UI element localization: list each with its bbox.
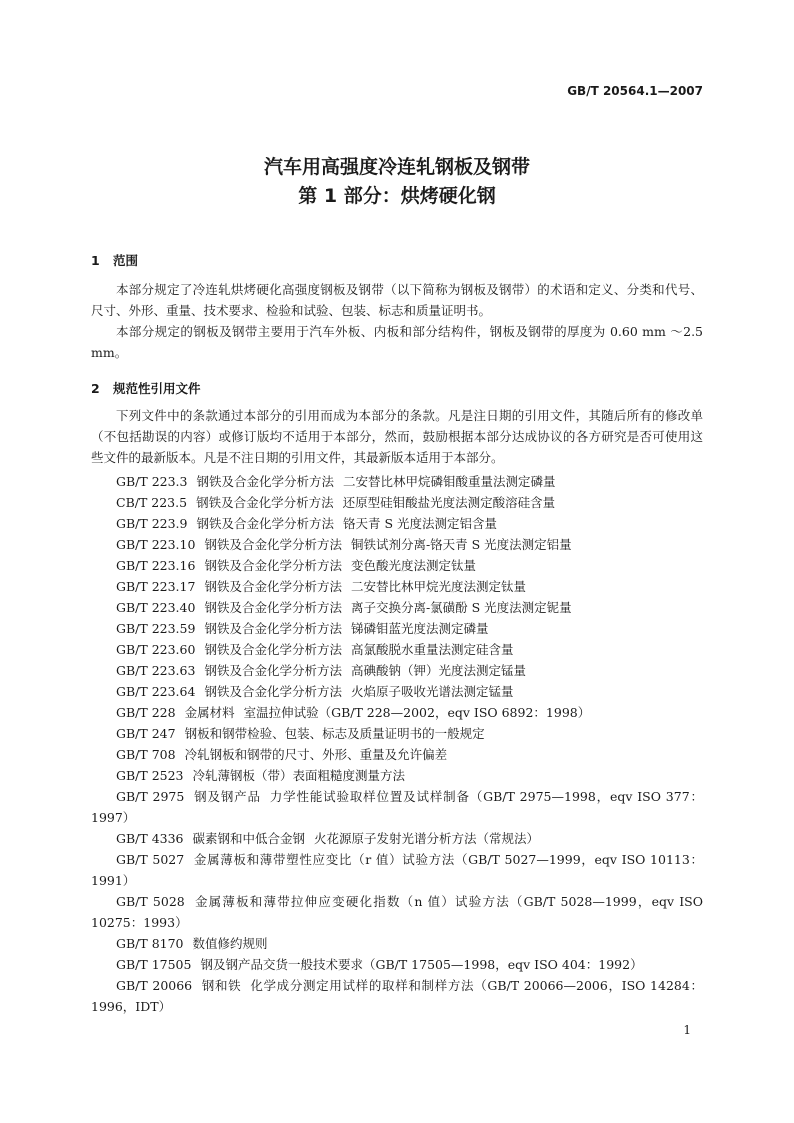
reference-code: GB/T 20066 bbox=[116, 978, 193, 993]
reference-code: GB/T 5028 bbox=[116, 894, 185, 909]
reference-code: GB/T 8170 bbox=[116, 936, 184, 951]
reference-item bbox=[91, 975, 703, 1017]
reference-subject: 铬天青 S 光度法测定铝含量 bbox=[343, 516, 498, 531]
section-2-heading bbox=[91, 379, 201, 397]
reference-item bbox=[91, 513, 703, 534]
reference-code: GB/T 223.60 bbox=[116, 642, 196, 657]
reference-code: GB/T 17505 bbox=[116, 957, 192, 972]
document-title: 汽车用高强度冷连轧钢板及钢带 bbox=[263, 156, 530, 178]
section-title: 规范性引用文件 bbox=[113, 381, 201, 396]
reference-code: GB/T 708 bbox=[116, 747, 176, 762]
reference-title: 钢铁及合金化学分析方法 bbox=[196, 516, 334, 531]
reference-item bbox=[91, 723, 703, 744]
reference-code: GB/T 223.16 bbox=[116, 558, 196, 573]
reference-subject: 高碘酸钠（钾）光度法测定锰量 bbox=[350, 663, 526, 678]
reference-subject: 化学成分测定用试样的取样和制样方法（GB/T 20066—2006，ISO 14284：1996，IDT） bbox=[91, 978, 703, 1014]
reference-code: GB/T 223.9 bbox=[116, 516, 188, 531]
page-number: 1 bbox=[683, 1023, 691, 1037]
reference-title: 钢铁及合金化学分析方法 bbox=[204, 663, 342, 678]
scope-paragraph-2: 本部分规定的钢板及钢带主要用于汽车外板、内板和部分结构件，钢板及钢带的厚度为 0.60 mm ～2.5 mm。 bbox=[91, 324, 703, 360]
section-title: 范围 bbox=[113, 253, 139, 268]
reference-subject: 冷轧薄钢板（带）表面粗糙度测量方法 bbox=[192, 768, 406, 783]
reference-subject: 变色酸光度法测定钛量 bbox=[350, 558, 476, 573]
reference-item bbox=[91, 618, 703, 639]
reference-subject: 室温拉伸试验（GB/T 228—2002，eqv ISO 6892：1998） bbox=[243, 705, 591, 720]
reference-code: GB/T 223.3 bbox=[116, 474, 188, 489]
reference-code: GB/T 223.64 bbox=[116, 684, 196, 699]
reference-subject: 火焰原子吸收光谱法测定锰量 bbox=[350, 684, 514, 699]
reference-code: GB/T 2523 bbox=[116, 768, 184, 783]
reference-item bbox=[91, 555, 703, 576]
reference-title: 钢铁及合金化学分析方法 bbox=[196, 474, 334, 489]
reference-item bbox=[91, 891, 703, 933]
reference-item bbox=[91, 597, 703, 618]
reference-list bbox=[91, 471, 703, 1017]
reference-subject: 二安替比林甲烷光度法测定钛量 bbox=[350, 579, 526, 594]
reference-subject: 火花源原子发射光谱分析方法（常规法） bbox=[314, 831, 540, 846]
reference-subject: 钢板和钢带检验、包装、标志及质量证明书的一般规定 bbox=[184, 726, 485, 741]
reference-subject: 锑磷钼蓝光度法测定磷量 bbox=[350, 621, 489, 636]
reference-code: GB/T 223.10 bbox=[116, 537, 196, 552]
reference-item bbox=[91, 660, 703, 681]
section-1-heading bbox=[91, 251, 138, 269]
reference-code: GB/T 247 bbox=[116, 726, 176, 741]
reference-subject: 金属薄板和薄带塑性应变比（r 值）试验方法（GB/T 5027—1999，eqv ISO 10113：1991） bbox=[91, 852, 704, 888]
reference-code: GB/T 223.17 bbox=[116, 579, 196, 594]
reference-code: GB/T 223.63 bbox=[116, 663, 196, 678]
reference-subject: 离子交换分离-氯磺酚 S 光度法测定铌量 bbox=[350, 600, 572, 615]
reference-code: GB/T 223.40 bbox=[116, 600, 196, 615]
reference-title: 钢和铁 bbox=[201, 978, 242, 993]
section-number: 2 bbox=[91, 381, 100, 396]
reference-code: GB/T 5027 bbox=[116, 852, 185, 867]
reference-item bbox=[91, 765, 703, 786]
reference-title: 钢铁及合金化学分析方法 bbox=[204, 621, 342, 636]
reference-subject: 冷轧钢板和钢带的尺寸、外形、重量及允许偏差 bbox=[184, 747, 448, 762]
reference-item bbox=[91, 681, 703, 702]
reference-subject: 还原型硅钼酸盐光度法测定酸溶硅含量 bbox=[342, 495, 556, 510]
reference-subject: 铜铁试剂分离-铬天青 S 光度法测定铝量 bbox=[350, 537, 572, 552]
references-intro-paragraph: 下列文件中的条款通过本部分的引用而成为本部分的条款。凡是注日期的引用文件，其随后所有的修改单（不包括勘误的内容）或修订版均不适用于本部分，然而，鼓励根据本部分达成协议的各方研究是否可使用这些文件的最新版本。凡是不注日期的引用文件，其最新版本适用于本部分。 bbox=[91, 408, 703, 465]
reference-subject: 数值修约规则 bbox=[192, 936, 268, 951]
reference-item bbox=[91, 828, 703, 849]
reference-code: GB/T 2975 bbox=[116, 789, 185, 804]
reference-item bbox=[91, 702, 703, 723]
reference-title: 钢铁及合金化学分析方法 bbox=[204, 579, 342, 594]
reference-item bbox=[91, 639, 703, 660]
reference-subject: 力学性能试验取样位置及试样制备（GB/T 2975—1998，eqv ISO 377：1997） bbox=[91, 789, 703, 825]
reference-title: 碳素钢和中低合金钢 bbox=[192, 831, 306, 846]
reference-title: 钢铁及合金化学分析方法 bbox=[204, 642, 342, 657]
reference-item bbox=[91, 471, 703, 492]
reference-title: 钢铁及合金化学分析方法 bbox=[204, 537, 342, 552]
reference-code: GB/T 223.59 bbox=[116, 621, 196, 636]
reference-item bbox=[91, 786, 703, 828]
reference-subject: 高氯酸脱水重量法测定硅含量 bbox=[350, 642, 514, 657]
reference-subject: 金属薄板和薄带拉伸应变硬化指数（n 值）试验方法（GB/T 5028—1999，eqv ISO 10275：1993） bbox=[91, 894, 703, 930]
reference-item bbox=[91, 576, 703, 597]
reference-subject: 二安替比林甲烷磷钼酸重量法测定磷量 bbox=[343, 474, 556, 489]
reference-item bbox=[91, 744, 703, 765]
reference-code: GB/T 4336 bbox=[116, 831, 184, 846]
reference-title: 钢铁及合金化学分析方法 bbox=[204, 558, 342, 573]
reference-item bbox=[91, 849, 703, 891]
scope-paragraph-1: 本部分规定了冷连轧烘烤硬化高强度钢板及钢带（以下简称为钢板及钢带）的术语和定义、分类和代号、尺寸、外形、重量、技术要求、检验和试验、包装、标志和质量证明书。 bbox=[91, 282, 703, 318]
reference-subject: 钢及钢产品交货一般技术要求（GB/T 17505—1998，eqv ISO 404：1992） bbox=[200, 957, 643, 972]
standard-code: GB/T 20564.1—2007 bbox=[567, 84, 703, 98]
reference-title: 钢铁及合金化学分析方法 bbox=[204, 600, 342, 615]
reference-title: 金属材料 bbox=[184, 705, 235, 720]
reference-title: 钢铁及合金化学分析方法 bbox=[204, 684, 342, 699]
reference-title: 钢铁及合金化学分析方法 bbox=[196, 495, 334, 510]
reference-item bbox=[91, 933, 703, 954]
reference-code: CB/T 223.5 bbox=[116, 495, 188, 510]
reference-title: 钢及钢产品 bbox=[193, 789, 261, 804]
reference-code: GB/T 228 bbox=[116, 705, 176, 720]
reference-item bbox=[91, 534, 703, 555]
section-number: 1 bbox=[91, 253, 100, 268]
reference-item bbox=[91, 954, 703, 975]
document-subtitle: 第 1 部分：烘烤硬化钢 bbox=[298, 185, 496, 207]
reference-item bbox=[91, 492, 703, 513]
